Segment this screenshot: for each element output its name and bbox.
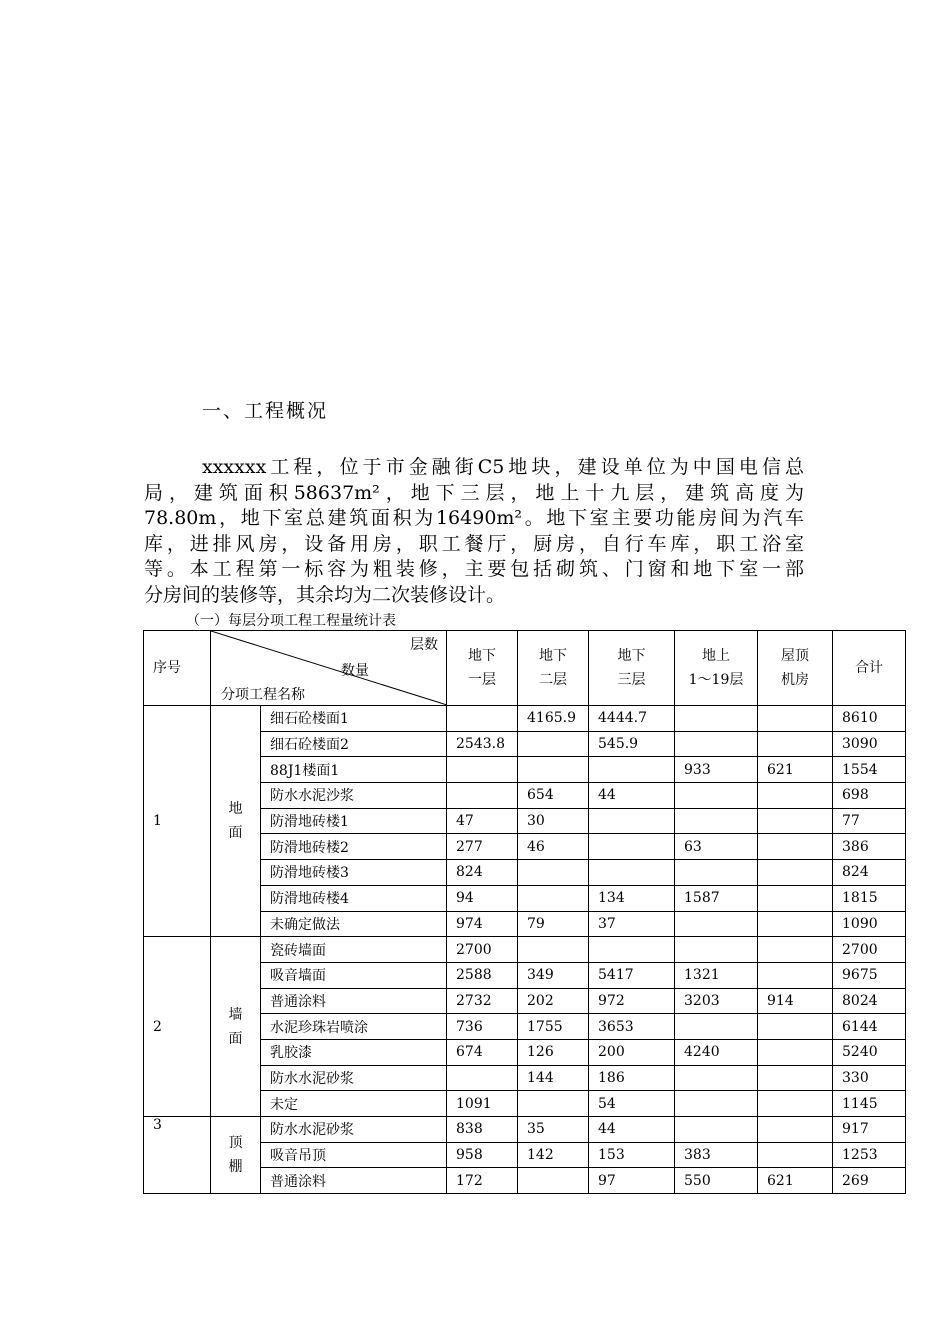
quantity-cell: 349 [518, 962, 589, 988]
quantity-cell: 972 [589, 988, 675, 1014]
quantity-cell [758, 1065, 833, 1091]
item-name-cell: 88J1楼面1 [261, 757, 447, 783]
total-cell: 2700 [833, 937, 906, 963]
quantity-cell: 4444.7 [589, 706, 675, 732]
total-cell: 1815 [833, 885, 906, 911]
table-row [144, 1117, 906, 1143]
quantity-cell: 79 [518, 911, 589, 937]
quantity-cell [758, 1091, 833, 1117]
quantity-cell: 35 [518, 1117, 589, 1143]
item-name-cell: 普通涂料 [261, 1168, 447, 1194]
quantity-cell: 47 [447, 808, 518, 834]
quantity-cell: 63 [675, 834, 758, 860]
total-cell: 1145 [833, 1091, 906, 1117]
header-b2: 地下 二层 [518, 631, 589, 706]
quantity-cell: 44 [589, 1117, 675, 1143]
total-cell: 6144 [833, 1014, 906, 1040]
quantity-cell [675, 1117, 758, 1143]
overview-paragraph [144, 455, 804, 609]
total-cell: 917 [833, 1117, 906, 1143]
item-name-cell: 未定 [261, 1091, 447, 1117]
header-roof: 屋顶 机房 [758, 631, 833, 706]
item-name-cell: 吸音墙面 [261, 962, 447, 988]
quantity-cell: 383 [675, 1142, 758, 1168]
paragraph-line: 库，进排风房，设备用房，职工餐厅，厨房，自行车库，职工浴室 [144, 532, 804, 555]
quantity-cell: 621 [758, 1168, 833, 1194]
table-header-row [144, 631, 906, 706]
quantity-cell: 277 [447, 834, 518, 860]
quantity-cell: 54 [589, 1091, 675, 1117]
header-b3: 地下 三层 [589, 631, 675, 706]
quantity-cell: 958 [447, 1142, 518, 1168]
item-name-cell: 普通涂料 [261, 988, 447, 1014]
total-cell: 9675 [833, 962, 906, 988]
quantity-cell: 4165.9 [518, 706, 589, 732]
quantity-cell: 142 [518, 1142, 589, 1168]
quantity-cell: 172 [447, 1168, 518, 1194]
item-name-cell: 防滑地砖楼2 [261, 834, 447, 860]
item-name-cell: 防滑地砖楼3 [261, 860, 447, 886]
quantity-cell [758, 808, 833, 834]
paragraph-line: xxxxxx工程，位于市金融街C5地块，建设单位为中国电信总 [202, 456, 804, 478]
quantity-cell [758, 1039, 833, 1065]
header-above-ground: 地上 1～19层 [675, 631, 758, 706]
quantity-cell [758, 1117, 833, 1143]
quantity-cell: 621 [758, 757, 833, 783]
quantity-cell: 933 [675, 757, 758, 783]
header-b1: 地下 一层 [447, 631, 518, 706]
quantity-cell: 974 [447, 911, 518, 937]
quantity-cell [518, 860, 589, 886]
quantity-cell [675, 783, 758, 809]
quantity-cell [675, 860, 758, 886]
total-cell: 698 [833, 783, 906, 809]
quantity-cell [589, 757, 675, 783]
quantity-cell: 1321 [675, 962, 758, 988]
quantity-cell: 824 [447, 860, 518, 886]
quantity-cell: 126 [518, 1039, 589, 1065]
quantity-cell: 2588 [447, 962, 518, 988]
quantity-cell [675, 706, 758, 732]
quantity-cell: 654 [518, 783, 589, 809]
header-floors-label: 层数 [410, 637, 438, 653]
total-cell: 824 [833, 860, 906, 886]
quantity-cell: 46 [518, 834, 589, 860]
quantity-cell [518, 1091, 589, 1117]
quantity-cell: 674 [447, 1039, 518, 1065]
quantity-cell: 97 [589, 1168, 675, 1194]
item-name-cell: 防滑地砖楼1 [261, 808, 447, 834]
quantity-cell [518, 885, 589, 911]
header-diagonal-cell [211, 631, 447, 706]
quantity-cell [675, 1091, 758, 1117]
total-cell: 1090 [833, 911, 906, 937]
item-name-cell: 防水水泥沙浆 [261, 783, 447, 809]
quantity-cell: 1091 [447, 1091, 518, 1117]
total-cell: 8610 [833, 706, 906, 732]
quantity-cell: 3653 [589, 1014, 675, 1040]
quantity-cell [447, 706, 518, 732]
total-cell: 330 [833, 1065, 906, 1091]
quantity-cell [518, 757, 589, 783]
header-item-name-label: 分项工程名称 [221, 687, 305, 703]
quantity-cell: 1755 [518, 1014, 589, 1040]
total-cell: 77 [833, 808, 906, 834]
item-name-cell: 乳胶漆 [261, 1039, 447, 1065]
table-row [144, 937, 906, 963]
group-seq: 1 [144, 706, 211, 937]
quantity-cell: 30 [518, 808, 589, 834]
quantity-cell: 5417 [589, 962, 675, 988]
quantity-cell: 550 [675, 1168, 758, 1194]
quantity-cell [758, 911, 833, 937]
quantity-cell: 838 [447, 1117, 518, 1143]
quantity-cell [758, 1142, 833, 1168]
total-cell: 1253 [833, 1142, 906, 1168]
quantity-cell: 144 [518, 1065, 589, 1091]
quantity-cell [675, 1065, 758, 1091]
quantity-cell [675, 731, 758, 757]
quantity-cell: 37 [589, 911, 675, 937]
quantity-cell [447, 757, 518, 783]
quantity-cell: 200 [589, 1039, 675, 1065]
paragraph-line: 分房间的装修等，其余均为二次装修设计。 [144, 583, 506, 606]
item-name-cell: 防水水泥砂浆 [261, 1065, 447, 1091]
total-cell: 5240 [833, 1039, 906, 1065]
quantity-cell: 914 [758, 988, 833, 1014]
quantity-cell [675, 937, 758, 963]
total-cell: 1554 [833, 757, 906, 783]
quantity-cell [447, 783, 518, 809]
item-name-cell: 瓷砖墙面 [261, 937, 447, 963]
table-caption: （一）每层分项工程工程量统计表 [186, 613, 396, 629]
quantity-cell [589, 808, 675, 834]
total-cell: 8024 [833, 988, 906, 1014]
quantity-cell: 94 [447, 885, 518, 911]
quantity-cell [589, 937, 675, 963]
quantity-cell [758, 885, 833, 911]
paragraph-line: 等。本工程第一标容为粗装修，主要包括砌筑、门窗和地下室一部 [144, 558, 804, 581]
quantity-table [143, 630, 906, 1194]
quantity-cell [518, 731, 589, 757]
quantity-cell [758, 706, 833, 732]
item-name-cell: 防水水泥砂浆 [261, 1117, 447, 1143]
quantity-cell [675, 1014, 758, 1040]
paragraph-line: 78.80m，地下室总建筑面积为16490m²。地下室主要功能房间为汽车 [144, 507, 804, 530]
item-name-cell: 细石砼楼面2 [261, 731, 447, 757]
quantity-cell: 545.9 [589, 731, 675, 757]
item-name-cell: 未确定做法 [261, 911, 447, 937]
total-cell: 3090 [833, 731, 906, 757]
quantity-cell [758, 962, 833, 988]
quantity-cell [758, 860, 833, 886]
total-cell: 386 [833, 834, 906, 860]
quantity-cell [675, 911, 758, 937]
quantity-cell: 2543.8 [447, 731, 518, 757]
quantity-cell: 202 [518, 988, 589, 1014]
group-category: 顶 棚 [211, 1117, 261, 1194]
quantity-cell [589, 860, 675, 886]
header-quantity-label: 数量 [341, 663, 369, 679]
quantity-cell: 44 [589, 783, 675, 809]
quantity-cell: 736 [447, 1014, 518, 1040]
total-cell: 269 [833, 1168, 906, 1194]
quantity-cell [589, 834, 675, 860]
header-total: 合计 [833, 631, 906, 706]
item-name-cell: 水泥珍珠岩喷涂 [261, 1014, 447, 1040]
paragraph-line: 局，建筑面积58637m²，地下三层，地上十九层，建筑高度为 [144, 481, 804, 504]
quantity-cell [518, 1168, 589, 1194]
quantity-cell: 2732 [447, 988, 518, 1014]
group-category: 地 面 [211, 706, 261, 937]
quantity-cell [758, 731, 833, 757]
section-heading: 一、工程概况 [202, 400, 329, 422]
group-seq: 3 [144, 1117, 211, 1194]
quantity-cell: 153 [589, 1142, 675, 1168]
quantity-cell [758, 783, 833, 809]
table-row [144, 706, 906, 732]
quantity-cell: 134 [589, 885, 675, 911]
quantity-cell [758, 937, 833, 963]
quantity-cell [447, 1065, 518, 1091]
quantity-cell: 3203 [675, 988, 758, 1014]
item-name-cell: 吸音吊顶 [261, 1142, 447, 1168]
quantity-cell [758, 1014, 833, 1040]
header-seq: 序号 [144, 631, 211, 706]
group-seq: 2 [144, 937, 211, 1117]
quantity-cell [675, 808, 758, 834]
quantity-cell: 186 [589, 1065, 675, 1091]
quantity-cell [518, 937, 589, 963]
quantity-cell [758, 834, 833, 860]
group-category: 墙 面 [211, 937, 261, 1117]
quantity-cell: 2700 [447, 937, 518, 963]
item-name-cell: 细石砼楼面1 [261, 706, 447, 732]
quantity-cell: 4240 [675, 1039, 758, 1065]
quantity-cell: 1587 [675, 885, 758, 911]
item-name-cell: 防滑地砖楼4 [261, 885, 447, 911]
